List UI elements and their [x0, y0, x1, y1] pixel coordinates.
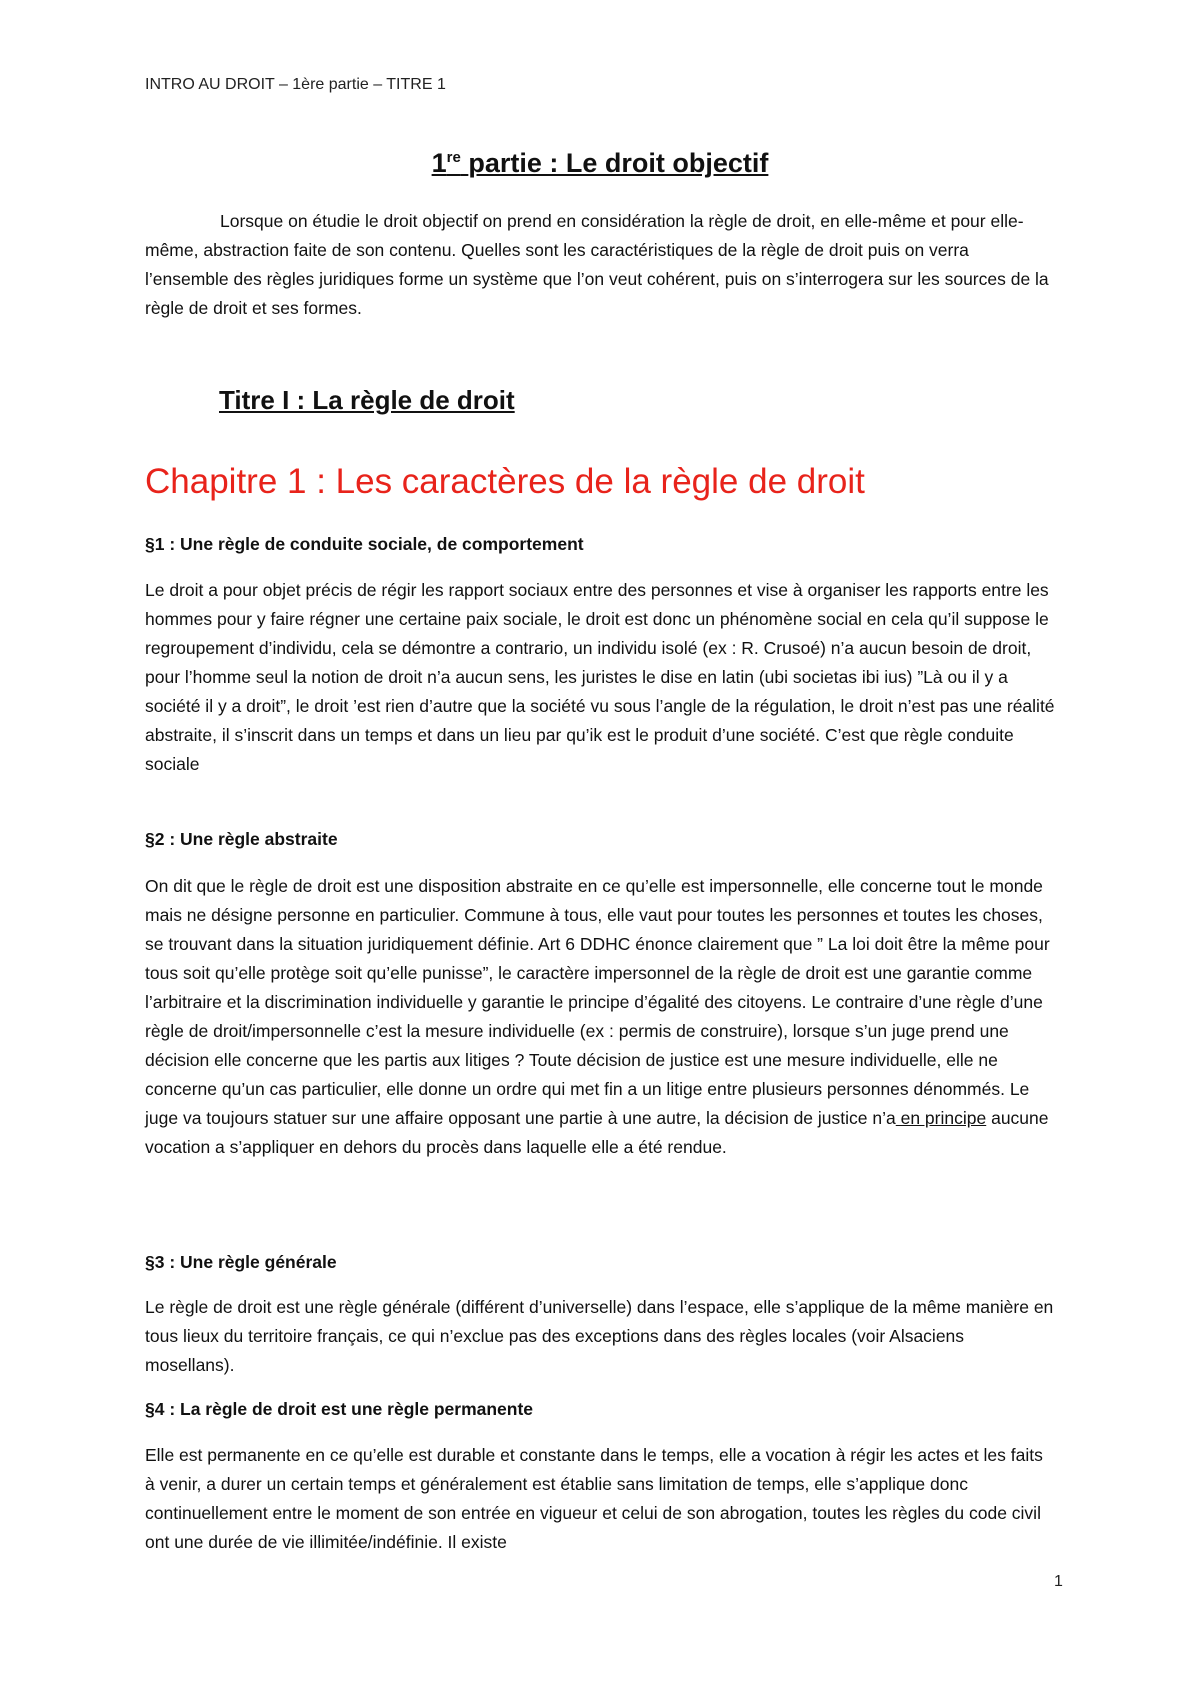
section-3-paragraph: Le règle de droit est une règle générale (différent d’universelle) dans l’espace, elle s’applique de la même manière en tous lieux du territoire français, ce qui n’exclue pas des exceptions dans des règles locales (voir Alsaciens mosellans). [145, 1297, 1054, 1375]
page-header: INTRO AU DROIT – 1ère partie – TITRE 1 [145, 76, 446, 93]
section-2-underlined-phrase: en principe [895, 1108, 987, 1128]
section-2-paragraph [145, 872, 1057, 1162]
part-title [0, 148, 1200, 179]
part-title-text: partie : Le droit objectif [468, 148, 769, 178]
section-4-paragraph: Elle est permanente en ce qu’elle est durable et constante dans le temps, elle a vocation à régir les actes et les faits à venir, a durer un certain temps et généralement est établie sans limitation de temps, elle s’applique donc continuellement entre le moment de son entrée en vigueur et celui de son abrogation, toutes les règles du code civil ont une durée de vie illimitée/indéfinie. Il existe [145, 1445, 1043, 1552]
part-title-number: 1 [431, 148, 447, 178]
section-3-heading: §3 : Une règle générale [145, 1252, 337, 1272]
section-2-text-before: On dit que le règle de droit est une disposition abstraite en ce qu’elle est impersonnelle, elle concerne tout le monde mais ne désigne personne en particulier. Commune à tous, elle vaut pour toutes les personnes et toutes les choses, se trouvant dans la situation juridiquement définie. Art 6 DDHC énonce clairement que ” La loi doit être la même pour tous soit qu’elle protège soit qu’elle punisse”, le caractère impersonnel de la règle de droit est une garantie comme l’arbitraire et la discrimination individuelle y garantie le principe d’égalité des citoyens. Le contraire d’une règle d’une règle de droit/impersonnelle c’est la mesure individuelle (ex : permis de construire), lorsque s’un juge prend une décision elle concerne que les partis aux litiges ? Toute décision de justice est une mesure individuelle, elle ne concerne qu’un cas particulier, elle donne un ordre qui met fin a un litige entre plusieurs personnes dénommés. Le juge va toujours statuer sur une affaire opposant une partie à une autre, la décision de justice n’a [145, 876, 1050, 1128]
chapter-heading: Chapitre 1 : Les caractères de la règle de droit [145, 462, 865, 501]
page-number: 1 [1054, 1573, 1063, 1590]
section-1-heading: §1 : Une règle de conduite sociale, de comportement [145, 534, 584, 554]
section-2-text-after: aucune vocation a s’appliquer en dehors du procès dans laquelle elle a été rendue. [145, 1108, 1049, 1157]
part-title-superscript: re [446, 149, 461, 166]
titre-heading: Titre I : La règle de droit [219, 385, 515, 415]
section-2-heading: §2 : Une règle abstraite [145, 829, 338, 849]
section-1-paragraph: Le droit a pour objet précis de régir les rapport sociaux entre des personnes et vise à organiser les rapports entre les hommes pour y faire régner une certaine paix sociale, le droit est donc un phénomène social en cela qu’il suppose le regroupement d’individu, cela se démontre a contrario, un individu isolé (ex : R. Crusoé) n’a aucun besoin de droit, pour l’homme seul la notion de droit n’a aucun sens, les juristes le dise en latin (ubi societas ibi ius) ”Là ou il y a société il y a droit”, le droit ’est rien d’autre que la société vu sous l’angle de la régulation, le droit n’est pas une réalité abstraite, il s’inscrit dans un temps et dans un lieu par qu’ik est le produit d’une société. C’est que règle conduite sociale [145, 580, 1055, 774]
section-4-heading: §4 : La règle de droit est une règle permanente [145, 1399, 534, 1419]
part-title-underlined [432, 148, 769, 178]
intro-paragraph: Lorsque on étudie le droit objectif on prend en considération la règle de droit, en elle-même et pour elle-même, abstraction faite de son contenu. Quelles sont les caractéristiques de la règle de droit puis on verra l’ensemble des règles juridiques forme un système que l’on veut cohérent, puis on s’interrogera sur les sources de la règle de droit et ses formes. [145, 211, 1049, 318]
